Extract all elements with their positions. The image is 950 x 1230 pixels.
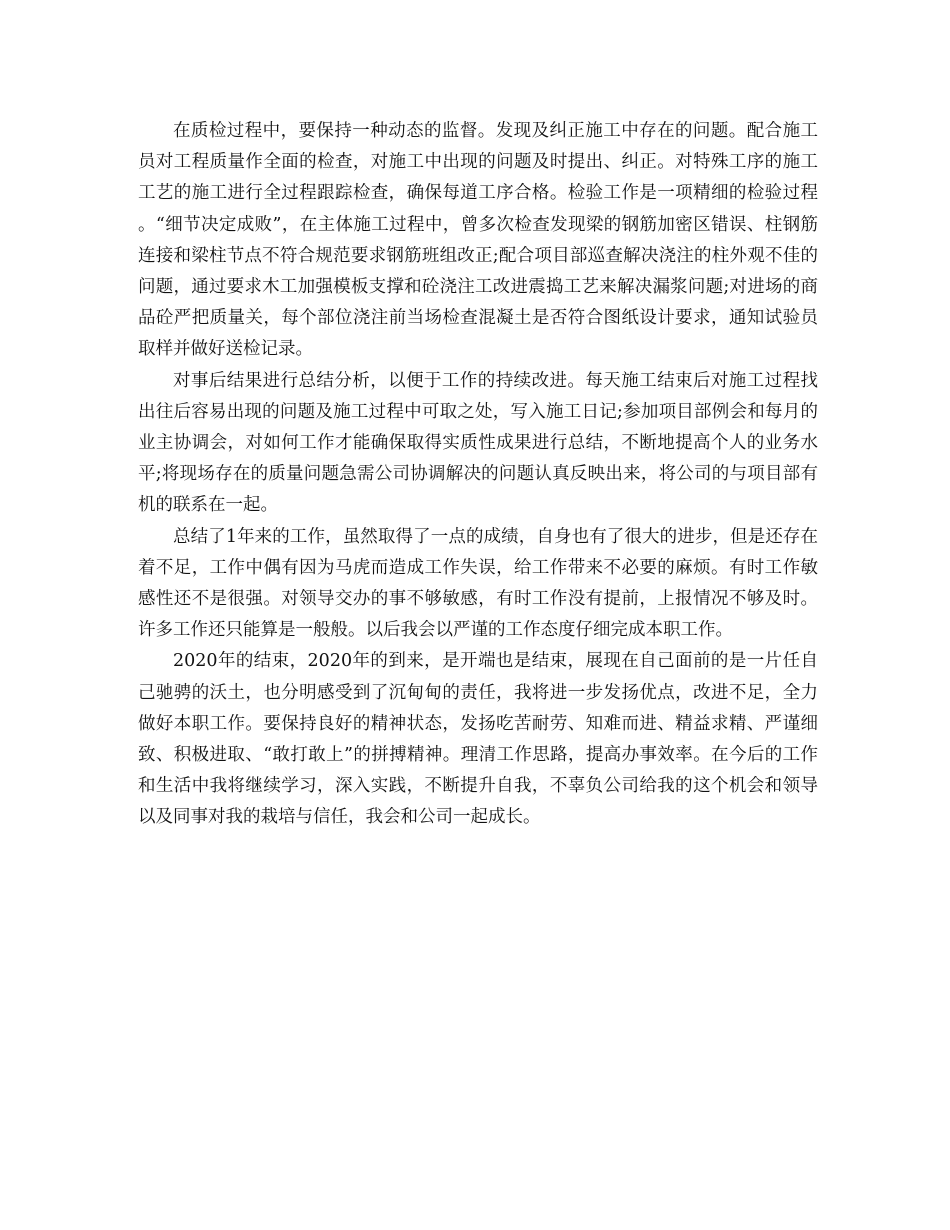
- paragraph-quality-inspection: 在质检过程中，要保持一种动态的监督。发现及纠正施工中存在的问题。配合施工员对工程质量作全面的检查，对施工中出现的问题及时提出、纠正。对特殊工序的施工工艺的施工进行全过程跟踪检查，确保每道工序合格。检验工作是一项精细的检验过程。“细节决定成败”，在主体施工过程中，曾多次检查发现梁的钢筋加密区错误、柱钢筋连接和梁柱节点不符合规范要求钢筋班组改正;配合项目部巡查解决浇注的柱外观不佳的问题，通过要求木工加强模板支撑和砼浇注工改进震捣工艺来解决漏浆问题;对进场的商品砼严把质量关，每个部位浇注前当场检查混凝土是否符合图纸设计要求，通知试验员取样并做好送检记录。: [138, 121, 818, 360]
- document-body: [138, 116, 818, 834]
- paragraph-outlook: 2020年的结束，2020年的到来，是开端也是结束，展现在自己面前的是一片任自己驰骋的沃土，也分明感受到了沉甸甸的责任，我将进一步发扬优点，改进不足，全力做好本职工作。要保持良好的精神状态，发扬吃苦耐劳、知难而进、精益求精、严谨细致、积极进取、“敢打敢上”的拼搏精神。理清工作思路，提高办事效率。在今后的工作和生活中我将继续学习，深入实践，不断提升自我，不辜负公司给我的这个机会和领导以及同事对我的栽培与信任，我会和公司一起成长。: [138, 651, 818, 828]
- paragraph-post-analysis: 对事后结果进行总结分析，以便于工作的持续改进。每天施工结束后对施工过程找出往后容易出现的问题及施工过程中可取之处，写入施工日记;参加项目部例会和每月的业主协调会，对如何工作才能确保取得实质性成果进行总结，不断地提高个人的业务水平;将现场存在的质量问题急需公司协调解决的问题认真反映出来，将公司的与项目部有机的联系在一起。: [138, 370, 818, 516]
- paragraph-self-review: 总结了1年来的工作，虽然取得了一点的成绩，自身也有了很大的进步，但是还存在着不足，工作中偶有因为马虎而造成工作失误，给工作带来不必要的麻烦。有时工作敏感性还不是很强。对领导交办的事不够敏感，有时工作没有提前，上报情况不够及时。许多工作还只能算是一般般。以后我会以严谨的工作态度仔细完成本职工作。: [138, 526, 818, 641]
